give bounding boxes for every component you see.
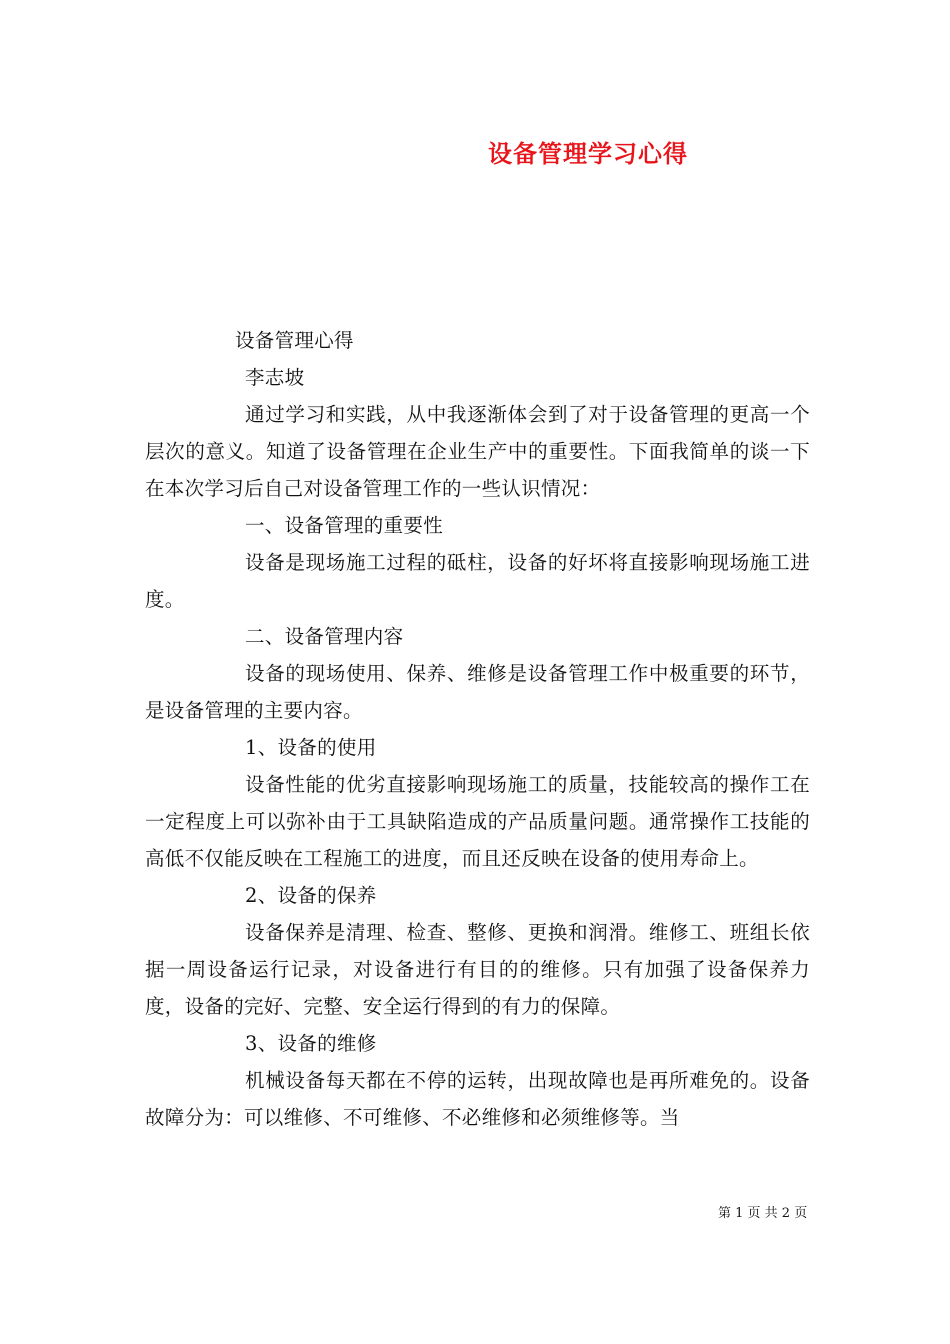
body-paragraph: 设备的现场使用、保养、维修是设备管理工作中极重要的环节，是设备管理的主要内容。 <box>145 662 810 722</box>
subsection-heading: 1、设备的使用 <box>245 736 377 759</box>
document-title: 设备管理学习心得 <box>488 139 688 168</box>
document-body <box>145 322 810 1136</box>
subsection-heading: 2、设备的保养 <box>245 884 377 907</box>
body-paragraph: 设备保养是清理、检查、整修、更换和润滑。维修工、班组长依据一周设备运行记录，对设备进行有目的的维修。只有加强了设备保养力度，设备的完好、完整、安全运行得到的有力的保障。 <box>145 921 810 1018</box>
intro-paragraph: 通过学习和实践，从中我逐渐体会到了对于设备管理的更高一个层次的意义。知道了设备管理在企业生产中的重要性。下面我简单的谈一下在本次学习后自己对设备管理工作的一些认识情况： <box>145 403 810 500</box>
section-heading: 一、设备管理的重要性 <box>245 514 444 537</box>
subsection-heading: 3、设备的维修 <box>245 1032 377 1055</box>
body-paragraph: 设备是现场施工过程的砥柱，设备的好坏将直接影响现场施工进度。 <box>145 551 810 611</box>
body-paragraph: 设备性能的优劣直接影响现场施工的质量，技能较高的操作工在一定程度上可以弥补由于工具缺陷造成的产品质量问题。通常操作工技能的高低不仅能反映在工程施工的进度，而且还反映在设备的使用寿命上。 <box>145 773 810 870</box>
page-number-footer: 第 1 页 共 2 页 <box>718 1206 808 1221</box>
doc-subtitle: 设备管理心得 <box>235 329 354 352</box>
section-heading: 二、设备管理内容 <box>245 625 404 648</box>
body-paragraph: 机械设备每天都在不停的运转，出现故障也是再所难免的。设备故障分为：可以维修、不可维修、不必维修和必须维修等。当 <box>145 1069 810 1129</box>
author-name: 李志坡 <box>245 366 305 389</box>
